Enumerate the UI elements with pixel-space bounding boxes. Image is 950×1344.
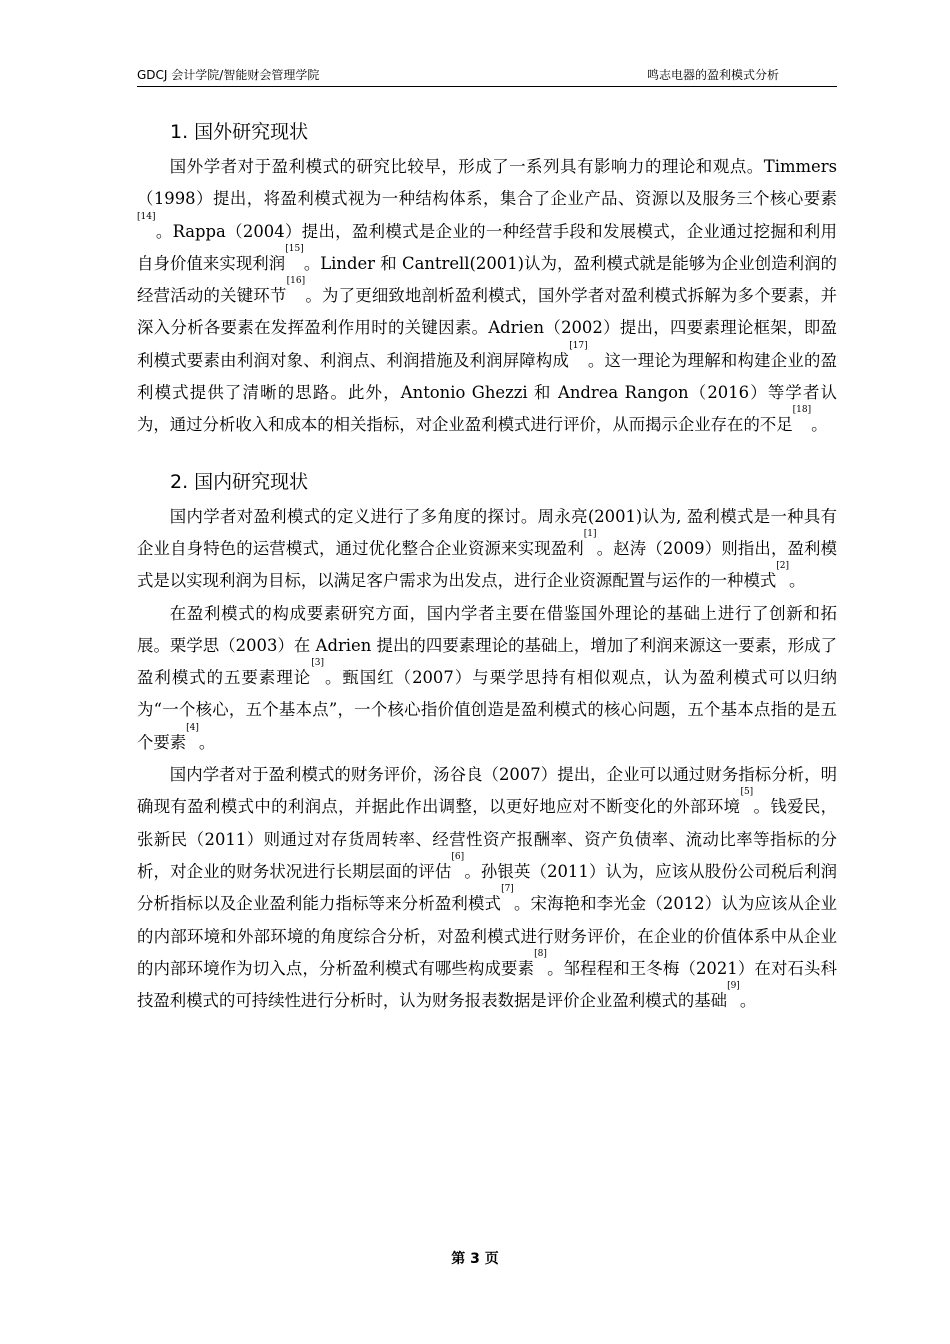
citation: [18] [792, 405, 812, 416]
citation: [14] [137, 211, 156, 222]
text: 。邹程程和王冬梅（2021）在对石头科技盈利模式的可持续性进行分析时，认为财务报表数据是评价企业盈利模式的基础 [137, 958, 837, 1011]
text: 。为了更细致地剖析盈利模式，国外学者对盈利模式拆解为多个要素，并深入分析各要素在发挥盈利作用时的关键因素。Adrien（2002）提出，四要素理论框架，即盈利模式要素由利润对象、利润点、利润措施及利润屏障构成 [137, 286, 838, 370]
citation: [8] [534, 948, 547, 959]
text: 。孙银英（2011）认为，应该从股份公司税后利润分析指标以及企业盈利能力指标等来分析盈利模式 [137, 861, 838, 914]
citation: [5] [740, 787, 754, 798]
page-body [137, 118, 837, 1017]
citation: [15] [285, 243, 304, 254]
text: 国外学者对于盈利模式的研究比较早，形成了一系列具有影响力的理论和观点。Timmers（1998）提出，将盈利模式视为一种结构体系，集合了企业产品、资源以及服务三个核心要素 [137, 157, 837, 209]
citation: [3] [311, 658, 324, 669]
section-2-paragraph-2 [137, 598, 837, 759]
text: 。甄国红（2007）与栗学思持有相似观点，认为盈利模式可以归纳为“一个核心，五个基本点”，一个核心指价值创造是盈利模式的核心问题，五个基本点指的是五个要素 [137, 668, 838, 752]
text: 。 [788, 571, 806, 591]
text: 国内学者对盈利模式的定义进行了多角度的探讨。周永亮(2001)认为, 盈利模式是一种具有企业自身特色的运营模式，通过优化整合企业资源来实现盈利 [137, 506, 837, 558]
header-institution: GDCJ 会计学院/智能财会管理学院 [137, 68, 320, 82]
header-thesis-title: 鸣志电器的盈利模式分析 [646, 68, 779, 82]
citation: [1] [583, 528, 597, 539]
text: 。 [739, 991, 757, 1011]
section-2-paragraph-3 [137, 759, 837, 1017]
citation: [17] [569, 340, 588, 351]
section-1-heading: 1. 国外研究现状 [170, 121, 309, 143]
text: 。 [198, 732, 216, 752]
text: 。Rappa（2004）提出，盈利模式是企业的一种经营手段和发展模式，企业通过挖掘和利用自身价值来实现利润 [137, 221, 837, 273]
text: 。宋海艳和李光金（2012）认为应该从企业的内部环境和外部环境的角度综合分析，对盈利模式进行财务评价，在企业的价值体系中从企业的内部环境作为切入点，分析盈利模式有哪些构成要素 [137, 894, 837, 978]
page-number: 第 3 页 [451, 1251, 499, 1267]
text: 。Linder 和 Cantrell(2001)认为，盈利模式就是能够为企业创造利润的经营活动的关键环节 [137, 253, 837, 306]
citation: [9] [727, 981, 740, 992]
text: 。这一理论为理解和构建企业的盈利模式提供了清晰的思路。此外，Antonio Ghezzi 和 Andrea Rangon（2016）等学者认为，通过分析收入和成本的相关指标，对企业盈利模式进行评价，从而揭示企业存在的不足 [137, 350, 838, 435]
section-2-paragraph-1 [137, 501, 837, 598]
section-2-heading: 2. 国内研究现状 [170, 470, 309, 493]
text: 在盈利模式的构成要素研究方面，国内学者主要在借鉴国外理论的基础上进行了创新和拓展。栗学思（2003）在 Adrien 提出的四要素理论的基础上，增加了利润来源这一要素，形成了盈利模式的五要素理论 [137, 603, 837, 688]
text: 。钱爱民，张新民（2011）则通过对存货周转率、经营性资产报酬率、资产负债率、流动比率等指标的分析，对企业的财务状况进行长期层面的评估 [137, 797, 837, 881]
citation: [16] [286, 276, 306, 287]
text: 。 [811, 415, 828, 435]
page-header [137, 66, 837, 87]
citation: [6] [451, 851, 465, 862]
citation: [2] [776, 561, 789, 572]
citation: [4] [186, 722, 199, 733]
citation: [7] [501, 884, 514, 895]
text: 。赵涛（2009）则指出，盈利模式是以实现利润为目标，以满足客户需求为出发点，进行企业资源配置与运作的一种模式 [137, 538, 837, 591]
text: 国内学者对于盈利模式的财务评价，汤谷良（2007）提出，企业可以通过财务指标分析，明确现有盈利模式中的利润点，并据此作出调整，以更好地应对不断变化的外部环境 [137, 765, 837, 817]
section-1-paragraph [137, 151, 837, 442]
